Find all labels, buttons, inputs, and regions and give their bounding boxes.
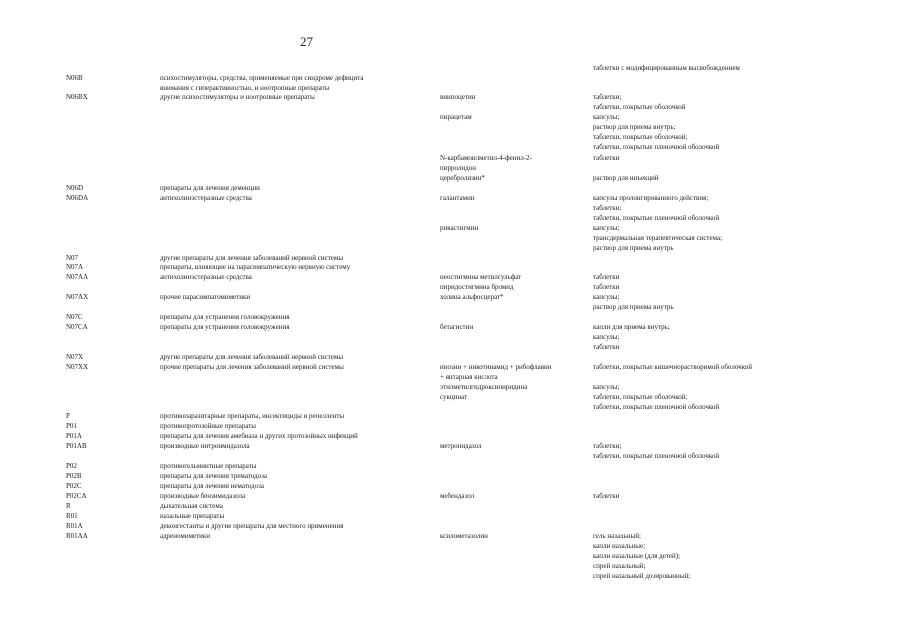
atc-code: N06BX <box>66 93 88 101</box>
atc-group-name: дыхательная система <box>160 502 223 510</box>
dosage-form: капсулы; <box>593 333 620 341</box>
dosage-form: гель назальный; <box>593 532 641 540</box>
atc-group-name: антихолинэстеразные средства <box>160 273 252 281</box>
dosage-form: капли назальные; <box>593 542 646 550</box>
dosage-form: таблетки <box>593 283 620 291</box>
dosage-form: таблетки; <box>593 442 622 450</box>
drug-name: холина альфосцерат* <box>440 293 504 301</box>
dosage-form: таблетки <box>593 273 620 281</box>
atc-code: N07AA <box>66 273 89 281</box>
dosage-form: спрей назальный дозированный; <box>593 572 691 580</box>
atc-code: P <box>66 412 70 420</box>
atc-group-name: прочие парасимпатомиметики <box>160 293 251 301</box>
dosage-form: таблетки, покрытые оболочкой; <box>593 133 688 141</box>
atc-group-name: другие препараты для лечения заболеваний нервной системы <box>160 353 344 361</box>
drug-name: галантамин <box>440 194 475 202</box>
dosage-form: капсулы; <box>593 113 620 121</box>
atc-group-name: препараты для устранения головокружения <box>160 313 290 321</box>
dosage-form: капсулы; <box>593 293 620 301</box>
atc-code: N07 <box>66 254 79 262</box>
drug-name: сукцинат <box>440 393 468 401</box>
atc-code: N07AX <box>66 293 89 301</box>
dosage-form: трансдермальная терапевтическая система; <box>593 234 723 242</box>
atc-group-name: противогельминтные препараты <box>160 462 257 470</box>
atc-group-name: препараты для лечения нематодоза <box>160 482 265 490</box>
dosage-form: таблетки, покрытые пленочной оболочкой <box>593 452 720 460</box>
dosage-form: таблетки; <box>593 204 622 212</box>
atc-code: N07X <box>66 353 84 361</box>
atc-group-name: препараты для лечения деменции <box>160 184 260 192</box>
atc-code: P01 <box>66 422 77 430</box>
drug-name: инозин + никотинамид + рибофлавин <box>440 363 552 371</box>
atc-code: R01 <box>66 512 78 520</box>
dosage-form: раствор для инъекций <box>593 174 659 182</box>
dosage-form: капсулы; <box>593 224 620 232</box>
drug-name: пирролидон <box>440 164 476 172</box>
dosage-form: таблетки <box>593 154 620 162</box>
dosage-form: таблетки <box>593 492 620 500</box>
dosage-form: раствор для приема внутрь <box>593 303 674 311</box>
atc-group-name: прочие препараты для лечения заболеваний нервной системы <box>160 363 344 371</box>
dosage-form: таблетки; <box>593 93 622 101</box>
drug-name: + янтарная кислота <box>440 373 498 381</box>
drug-name: пиридостигмина бромид <box>440 283 514 291</box>
atc-code: P01A <box>66 432 82 440</box>
atc-group-name: производные бензимидазола <box>160 492 246 500</box>
atc-group-name: другие психостимуляторы и ноотропные препараты <box>160 93 315 101</box>
atc-group-name: препараты для лечения амебиаза и других протозойных инфекций <box>160 432 358 440</box>
atc-group-name: антихолинэстеразные средства <box>160 194 252 202</box>
drug-name: винпоцетин <box>440 93 476 101</box>
dosage-form: капли для приема внутрь; <box>593 323 670 331</box>
atc-group-name: препараты, влияющие на парасимпатическую нервную систему <box>160 263 351 271</box>
atc-code: R01A <box>66 522 83 530</box>
atc-group-name: производные нитроимидазола <box>160 442 250 450</box>
atc-code: P01AB <box>66 442 87 450</box>
dosage-form: таблетки, покрытые пленочной оболочкой <box>593 214 720 222</box>
atc-code: P02B <box>66 472 82 480</box>
atc-code: N07XX <box>66 363 89 371</box>
atc-group-name: препараты для лечения трематодоза <box>160 472 267 480</box>
atc-group-name: противопротозойные препараты <box>160 422 257 430</box>
drug-name: этилметилгидроксипиридина <box>440 383 528 391</box>
atc-code: N07CA <box>66 323 88 331</box>
atc-code: P02C <box>66 482 82 490</box>
dosage-form: капсулы; <box>593 383 620 391</box>
atc-code: P02 <box>66 462 77 470</box>
dosage-form: раствор для приема внутрь <box>593 244 674 252</box>
atc-code: P02CA <box>66 492 87 500</box>
atc-group-name: другие препараты для лечения заболеваний нервной системы <box>160 254 344 262</box>
drug-name: церебролизин* <box>440 174 485 182</box>
dosage-form: капли назальные (для детей); <box>593 552 681 560</box>
atc-group-name: психостимуляторы, средства, применяемые при синдроме дефицита <box>160 74 364 82</box>
atc-group-name: препараты для устранения головокружения <box>160 323 290 331</box>
dosage-form: таблетки, покрытые пленочной оболочкой <box>593 403 720 411</box>
dosage-form: таблетки <box>593 343 620 351</box>
atc-code: N06DA <box>66 194 89 202</box>
drug-name: мебендазол <box>440 492 475 500</box>
drug-name: метронидазол <box>440 442 482 450</box>
page-number: 27 <box>300 34 313 49</box>
drug-name: N-карбамоилметил-4-фенил-2- <box>440 154 532 162</box>
drug-name: неостигмина метилсульфат <box>440 273 522 281</box>
atc-code: N07A <box>66 263 84 271</box>
drug-name: ривастигмин <box>440 224 479 232</box>
atc-code: R01AA <box>66 532 88 540</box>
dosage-form: таблетки, покрытые оболочкой <box>593 103 686 111</box>
drug-name: бетагистин <box>440 323 474 331</box>
dosage-form: таблетки, покрытые пленочной оболочкой <box>593 143 720 151</box>
dosage-form: таблетки, покрытые кишечнорастворимой оболочкой <box>593 363 752 371</box>
dosage-form: раствор для приема внутрь; <box>593 123 676 131</box>
atc-group-name: назальные препараты <box>160 512 225 520</box>
drug-name: ксилометазолин <box>440 532 488 540</box>
atc-code: N07C <box>66 313 83 321</box>
drug-name: пирацетам <box>440 113 472 121</box>
atc-group-name: адреномиметики <box>160 532 211 540</box>
dosage-form: таблетки, покрытые оболочкой; <box>593 393 688 401</box>
atc-code: R <box>66 502 71 510</box>
atc-code: N06D <box>66 184 84 192</box>
dosage-form: спрей назальный; <box>593 562 646 570</box>
atc-group-name: внимания с гиперактивностью, и ноотропные препараты <box>160 84 330 92</box>
atc-group-name: противопаразитарные препараты, инсектициды и репелленты <box>160 412 345 420</box>
dosage-form: капсулы пролонгированного действия; <box>593 194 709 202</box>
dosage-form: таблетки с модифицированным высвобождением <box>593 64 740 72</box>
atc-group-name: деконгестанты и другие препараты для местного применения <box>160 522 344 530</box>
atc-code: N06B <box>66 74 83 82</box>
